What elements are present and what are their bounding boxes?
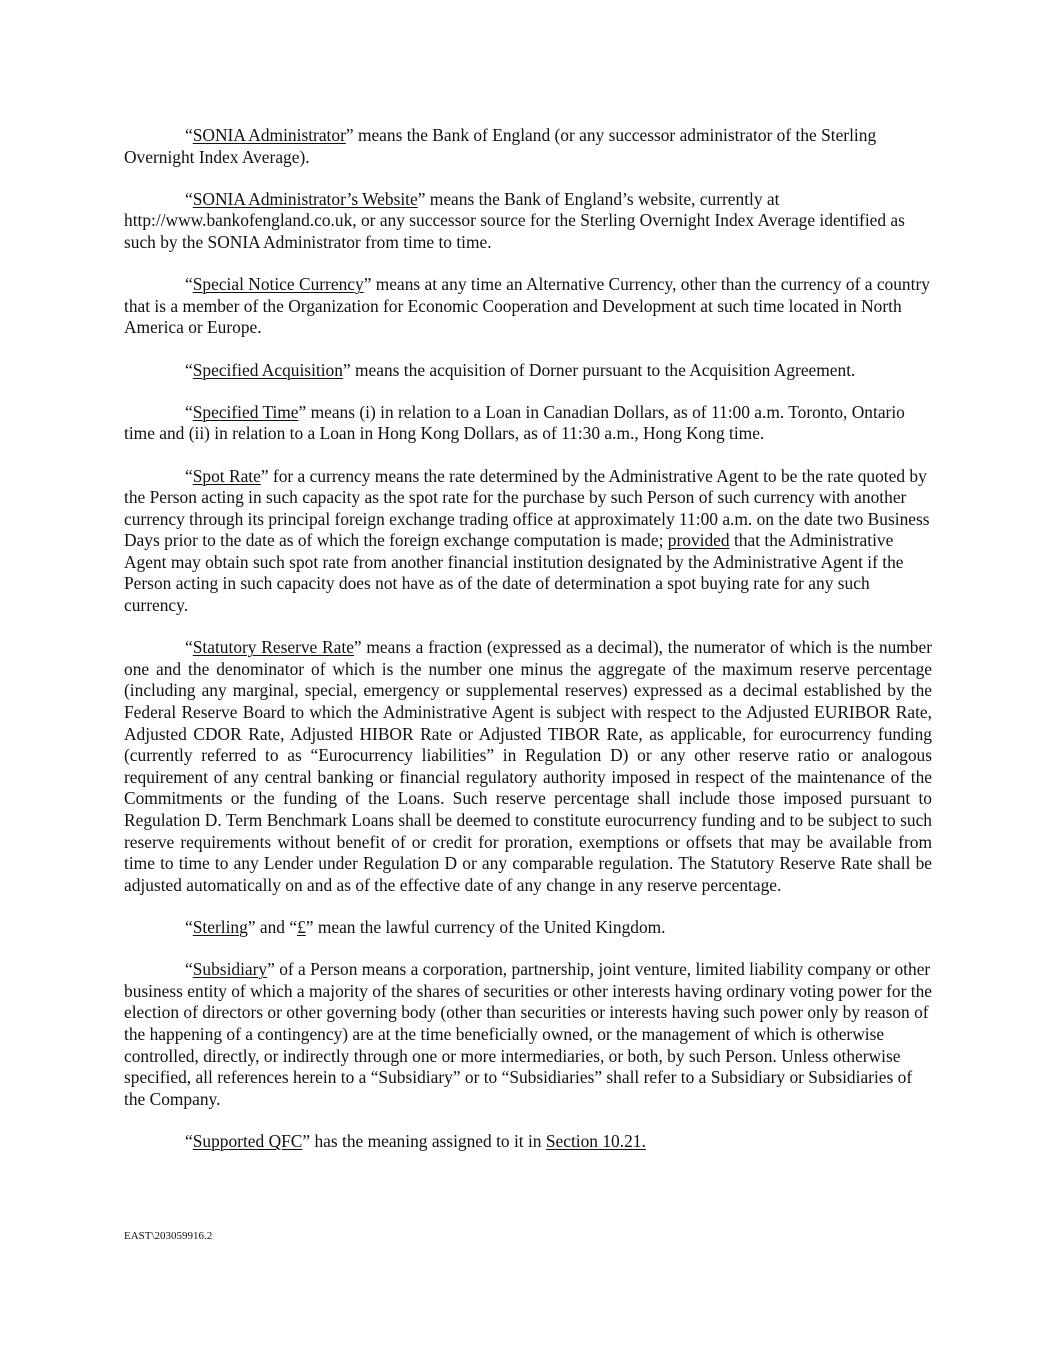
open-quote: “ <box>185 959 193 980</box>
definition-text: ” means the acquisition of Dorner pursuant to the Acquisition Agreement. <box>342 359 856 380</box>
definition-text: ” for a currency means the rate determined by the Administrative Agent to be the rate quoted by the Person acting in such capacity as the spot rate for the purchase by such Person of such currency with another currency through its principal foreign exchange trading office at approximately 11:00 a.m. on the date two Business Days prior to the date as of which the foreign exchange computation is made; <box>124 465 930 551</box>
open-quote: “ <box>185 274 193 295</box>
provided-keyword: provided <box>667 530 730 551</box>
document-id-footer: EAST\203059916.2 <box>124 1230 213 1242</box>
definition-text: ” mean the lawful currency of the United Kingdom. <box>305 916 666 937</box>
definition-text: ” has the meaning assigned to it in <box>302 1130 546 1151</box>
defined-term: Sterling <box>192 916 248 937</box>
definition-sterling <box>124 917 932 939</box>
defined-term: SONIA Administrator’s Website <box>192 188 418 209</box>
definition-supported-qfc <box>124 1131 932 1153</box>
defined-term: Spot Rate <box>192 465 261 486</box>
definition-text: ” means a fraction (expressed as a decimal), the numerator of which is the number one and the denominator of which is the number one minus the aggregate of the maximum reserve percentage (including any marginal, special, emergency or supplemental reserves) expressed as a decimal established by the Federal Reserve Board to which the Administrative Agent is subject with respect to the Adjusted EURIBOR Rate, Adjusted CDOR Rate, Adjusted HIBOR Rate or Adjusted TIBOR Rate, as applicable, for eurocurrency funding (currently referred to as “Eurocurrency liabilities” in Regulation D) or any other reserve ratio or analogous requirement of any central banking or financial regulatory authority imposed in respect of the maintenance of the Commitments or the funding of the Loans. Such reserve percentage shall include those imposed pursuant to Regulation D. Term Benchmark Loans shall be deemed to constitute eurocurrency funding and to be subject to such reserve requirements without benefit of or credit for proration, exemptions or offsets that may be available from time to time to any Lender under Regulation D or any comparable regulation. The Statutory Reserve Rate shall be adjusted automatically on and as of the effective date of any change in any reserve percentage. <box>124 637 933 895</box>
term-separator: ” and “ <box>247 916 298 937</box>
definition-text-continued: that the Administrative Agent may obtain such spot rate from another financial institution designated by the Administrative Agent if the Person acting in such capacity does not have as of the date of determination a spot buying rate for any such currency. <box>124 530 904 616</box>
definition-specified-acquisition <box>124 360 932 382</box>
definition-special-notice-currency <box>124 274 932 339</box>
definition-subsidiary <box>124 959 932 1110</box>
definition-specified-time <box>124 402 932 445</box>
defined-term: Specified Time <box>192 401 299 422</box>
defined-term: SONIA Administrator <box>192 125 346 145</box>
defined-term: Special Notice Currency <box>192 274 364 295</box>
defined-term: Supported QFC <box>192 1130 303 1151</box>
definition-spot-rate <box>124 466 932 617</box>
open-quote: “ <box>185 188 193 209</box>
open-quote: “ <box>185 916 193 937</box>
definition-text: ” means the Bank of England (or any successor administrator of the Sterling Overnight Index Average). <box>124 125 877 167</box>
definition-text: ” means at any time an Alternative Currency, other than the currency of a country that is a member of the Organization for Economic Cooperation and Development at such time located in North America or Europe. <box>124 274 930 338</box>
open-quote: “ <box>185 401 193 422</box>
definition-statutory-reserve-rate <box>124 637 932 896</box>
definition-text: ” of a Person means a corporation, partnership, joint venture, limited liability company or other business entity of which a majority of the shares of securities or other interests having ordinary voting power for the election of directors or other governing body (other than securities or interests having such power only by reason of the happening of a contingency) are at the time beneficially owned, or the management of which is otherwise controlled, directly, or indirectly through one or more intermediaries, or both, by such Person. Unless otherwise specified, all references herein to a “Subsidiary” or to “Subsidiaries” shall refer to a Subsidiary or Subsidiaries of the Company. <box>124 959 932 1109</box>
open-quote: “ <box>185 125 193 145</box>
defined-term: Subsidiary <box>192 959 268 980</box>
definition-text: ” means the Bank of England’s website, currently at http://www.bankofengland.co.uk, or any successor source for the Sterling Overnight Index Average identified as such by the SONIA Administrator from time to time. <box>124 188 905 252</box>
section-reference-link[interactable]: Section 10.21. <box>545 1130 646 1151</box>
open-quote: “ <box>185 637 193 658</box>
defined-term: Specified Acquisition <box>192 359 343 380</box>
defined-term: Statutory Reserve Rate <box>192 637 354 658</box>
open-quote: “ <box>185 1130 193 1151</box>
definition-text: ” means (i) in relation to a Loan in Canadian Dollars, as of 11:00 a.m. Toronto, Ontario time and (ii) in relation to a Loan in Hong Kong Dollars, as of 11:30 a.m., Hong Kong time. <box>124 401 905 444</box>
open-quote: “ <box>185 359 193 380</box>
definition-sonia-administrator-website <box>124 189 932 254</box>
open-quote: “ <box>185 465 193 486</box>
document-page <box>124 125 932 1173</box>
definition-sonia-administrator <box>124 125 932 168</box>
defined-term-symbol: £ <box>297 916 306 937</box>
